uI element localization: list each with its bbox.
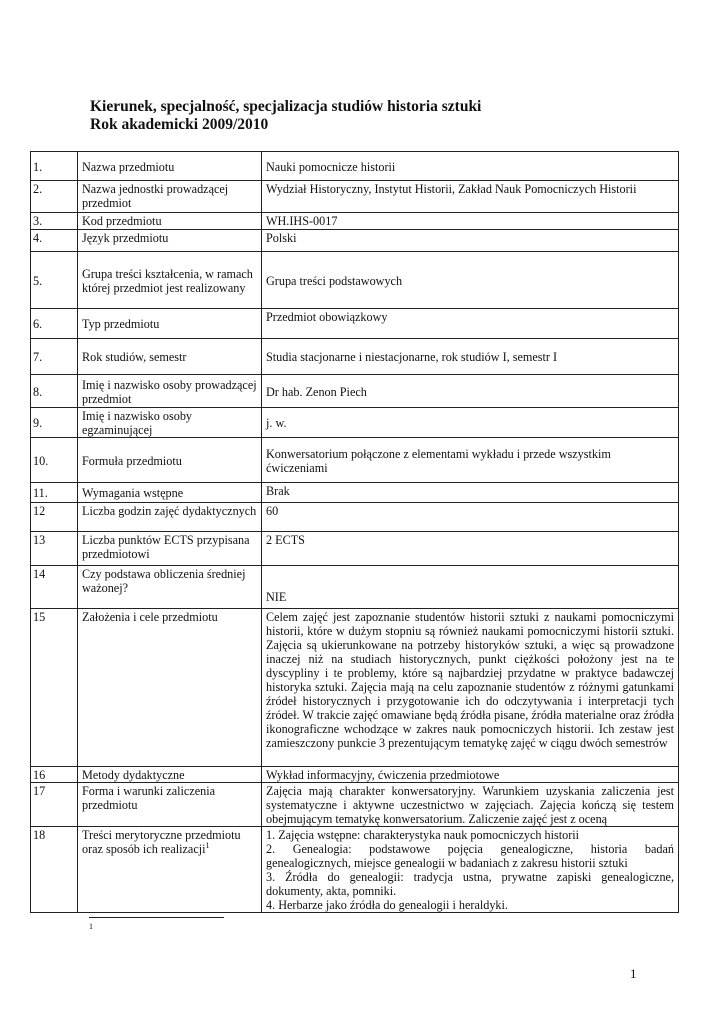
row-value: Grupa treści podstawowych [262,252,679,309]
row-label: Czy podstawa obliczenia średniej ważonej? [78,566,262,609]
row-label: Liczba godzin zajęć dydaktycznych [78,503,262,532]
row-value: Nauki pomocnicze historii [262,152,679,181]
row-number: 3. [31,213,78,230]
row-label: Język przedmiotu [78,230,262,252]
footnote-divider [89,917,224,918]
table-row [31,252,679,309]
row-number: 5. [31,252,78,309]
table-row [31,152,679,181]
row-number: 17 [31,783,78,827]
row-value: Wykład informacyjny, ćwiczenia przedmiotowe [262,767,679,783]
row-number: 12 [31,503,78,532]
row-number: 2. [31,181,78,213]
row-number: 9. [31,408,78,438]
row-number: 10. [31,438,78,483]
row-value: 60 [262,503,679,532]
document-title [90,98,481,134]
table-row [31,339,679,375]
row-number: 16 [31,767,78,783]
row-label: Typ przedmiotu [78,309,262,339]
title-line-2: Rok akademicki 2009/2010 [90,116,269,133]
row-number: 15 [31,609,78,767]
list-item: 4. Herbarze jako źródła do genealogii i heraldyki. [266,898,508,912]
row-value: WH.IHS-0017 [262,213,679,230]
row-value: Celem zajęć jest zapoznanie studentów historii sztuki z naukami pomocniczymi historii, które w dużym stopniu są również naukami pomocniczymi historii sztuki. Zajęcia są ukierunkowane na potrzeby historyków sztuki, a więc są prowadzone inaczej niż na studiach historycznych, punkt ciężkości położony jest na te dyscypliny i te problemy, które są najbardziej przydatne w praktyce badawczej historyka sztuki. Zajęcia mają na celu zapoznanie studentów z różnymi gatunkami źródeł historycznych i przygotowanie ich do odczytywania i interpretacji tych źródeł. W trakcie zajęć omawiane będą źródła pisane, źródła materialne oraz źródła ikonograficzne wchodzące w zakres nauk pomocniczych historii. Ich zestaw jest zamieszczony punkcie 3 prezentującym tematykę zajęć w ciągu dwóch semestrów [262,609,679,767]
row-number: 7. [31,339,78,375]
row-label: Grupa treści kształcenia, w ramach której przedmiot jest realizowany [78,252,262,309]
table-row [31,783,679,827]
row-label-text: Treści merytoryczne przedmiotu oraz sposób ich realizacji [82,828,241,856]
table-row [31,438,679,483]
row-label: Liczba punktów ECTS przypisana przedmiotowi [78,532,262,566]
table-row [31,181,679,213]
row-value: Polski [262,230,679,252]
row-number: 8. [31,375,78,408]
footnote-mark: 1 [89,922,93,931]
table-row [31,767,679,783]
row-number: 11. [31,483,78,503]
table-row [31,483,679,503]
table-row [31,375,679,408]
table-row [31,408,679,438]
row-number: 6. [31,309,78,339]
row-number: 4. [31,230,78,252]
row-value: Studia stacjonarne i niestacjonarne, rok studiów I, semestr I [262,339,679,375]
list-item: 2. Genealogia: podstawowe pojęcia genealogiczne, historia badań genealogicznych, miejsce genealogii w badaniach z zakresu historii sztuki [266,842,674,870]
row-label: Założenia i cele przedmiotu [78,609,262,767]
table-row [31,213,679,230]
row-value-list [262,827,679,913]
list-item: 1. Zajęcia wstępne: charakterystyka nauk pomocniczych historii [266,828,580,842]
row-value: Wydział Historyczny, Instytut Historii, Zakład Nauk Pomocniczych Historii [262,181,679,213]
row-label: Rok studiów, semestr [78,339,262,375]
course-table [30,151,679,913]
row-label: Kod przedmiotu [78,213,262,230]
table-row [31,609,679,767]
row-label: Nazwa przedmiotu [78,152,262,181]
list-item: 3. Źródła do genealogii: tradycja ustna, prywatne zapiski genealogiczne, dokumenty, akta, pomniki. [266,870,674,898]
row-number: 18 [31,827,78,913]
row-value: Brak [262,483,679,503]
row-value: Zajęcia mają charakter konwersatoryjny. Warunkiem uzyskania zaliczenia jest systematyczne i aktywne uczestnictwo w zajęciach. Zajęcia kończą się testem obejmującym tematykę konwersatorium. Zaliczenie zajęć jest z oceną [262,783,679,827]
table-row [31,230,679,252]
row-label: Forma i warunki zaliczenia przedmiotu [78,783,262,827]
table-row [31,309,679,339]
row-value: j. w. [262,408,679,438]
table-row [31,532,679,566]
row-label [78,827,262,913]
row-number: 1. [31,152,78,181]
row-value: Przedmiot obowiązkowy [262,309,679,339]
row-number: 13 [31,532,78,566]
row-value: Konwersatorium połączone z elementami wykładu i przede wszystkim ćwiczeniami [262,438,679,483]
table-row [31,827,679,913]
row-value: NIE [262,566,679,609]
title-line-1: Kierunek, specjalność, specjalizacja studiów historia sztuki [90,98,482,115]
row-label: Formuła przedmiotu [78,438,262,483]
page-number: 1 [630,966,637,981]
row-value: 2 ECTS [262,532,679,566]
row-label: Imię i nazwisko osoby egzaminującej [78,408,262,438]
row-label: Nazwa jednostki prowadzącej przedmiot [78,181,262,213]
footnote-ref: 1 [205,840,210,850]
table-row [31,566,679,609]
table-row [31,503,679,532]
row-label: Wymagania wstępne [78,483,262,503]
row-number: 14 [31,566,78,609]
row-label: Metody dydaktyczne [78,767,262,783]
row-value: Dr hab. Zenon Piech [262,375,679,408]
row-label: Imię i nazwisko osoby prowadzącej przedmiot [78,375,262,408]
